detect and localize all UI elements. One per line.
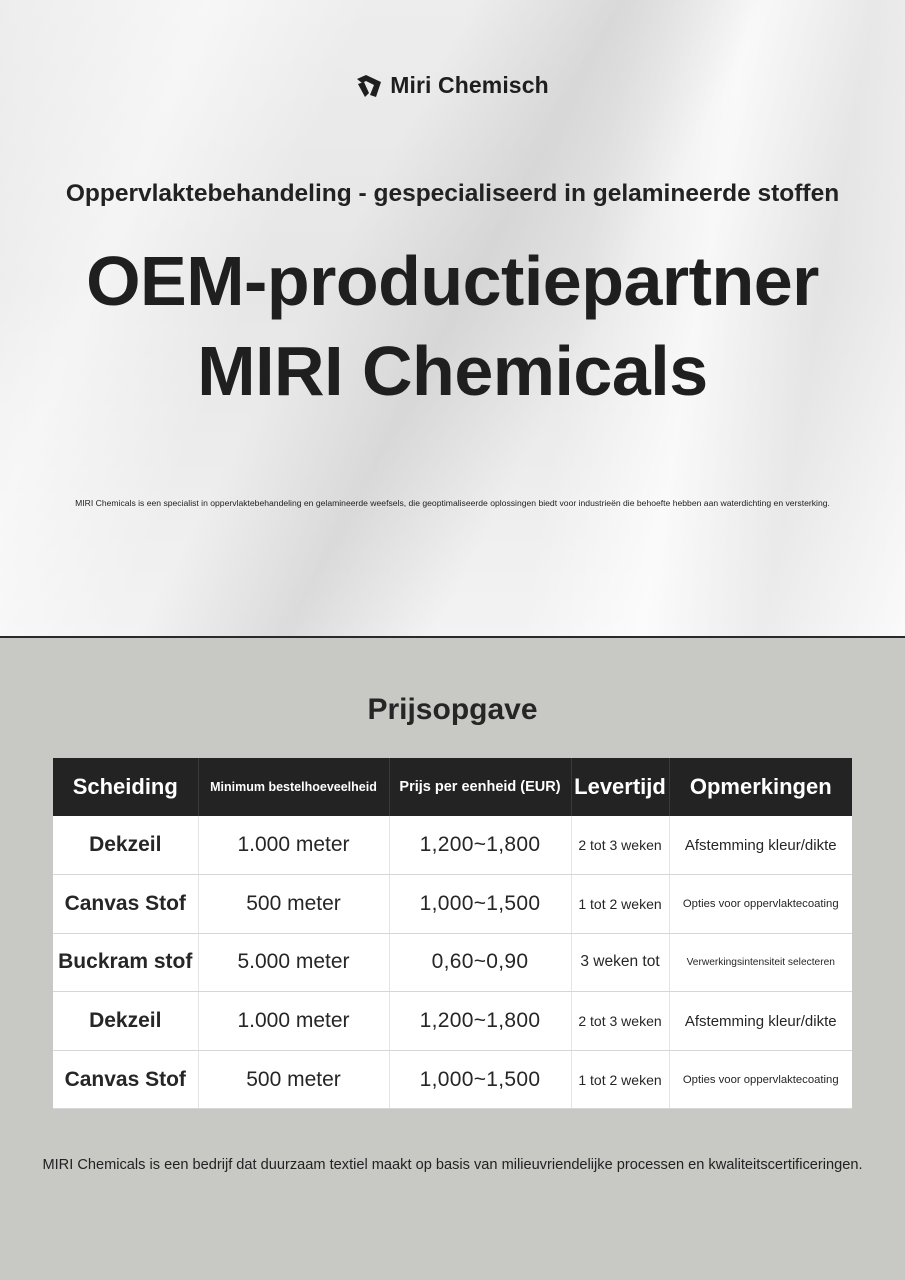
cell-name: Dekzeil	[53, 992, 198, 1051]
hero-banner	[0, 0, 905, 638]
cell-note: Opties voor oppervlaktecoating	[669, 875, 852, 934]
hero-intro: MIRI Chemicals is een specialist in oppervlaktebehandeling en gelamineerde weefsels, die geoptimaliseerde oplossingen biedt voor industrieën die behoefte hebben aan waterdichting en versterking.	[75, 498, 830, 508]
header-notes: Opmerkingen	[669, 758, 852, 816]
table-row	[53, 816, 852, 875]
cell-note: Opties voor oppervlaktecoating	[669, 1050, 852, 1109]
cell-moq: 1.000 meter	[198, 816, 389, 875]
cell-price: 0,60~0,90	[389, 933, 571, 992]
hero-headline	[0, 236, 905, 416]
cell-moq: 500 meter	[198, 1050, 389, 1109]
header-lead-time: Levertijd	[571, 758, 669, 816]
header-price: Prijs per eenheid (EUR)	[389, 758, 571, 816]
cell-note: Afstemming kleur/dikte	[669, 992, 852, 1051]
cell-moq: 500 meter	[198, 875, 389, 934]
table-row	[53, 1050, 852, 1109]
headline-line-1: OEM-productiepartner	[86, 242, 819, 320]
cell-name: Canvas Stof	[53, 1050, 198, 1109]
footer-note: MIRI Chemicals is een bedrijf dat duurzaam textiel maakt op basis van milieuvriendelijke processen en kwaliteitscertificeringen.	[42, 1157, 863, 1173]
cell-note: Afstemming kleur/dikte	[669, 816, 852, 875]
table-row	[53, 933, 852, 992]
brand[interactable]	[0, 72, 905, 99]
cell-name: Canvas Stof	[53, 875, 198, 934]
cell-lead-time: 2 tot 3 weken	[571, 816, 669, 875]
cell-moq: 1.000 meter	[198, 992, 389, 1051]
cell-price: 1,000~1,500	[389, 875, 571, 934]
cell-note: Verwerkingsintensiteit selecteren	[669, 933, 852, 992]
section-title: Prijsopgave	[367, 693, 538, 726]
headline-line-2: MIRI Chemicals	[197, 332, 708, 410]
cell-price: 1,000~1,500	[389, 1050, 571, 1109]
table-header-row	[53, 758, 852, 816]
price-table	[53, 758, 852, 1109]
header-moq: Minimum bestelhoeveelheid	[198, 758, 389, 816]
hero-subtitle: Oppervlaktebehandeling - gespecialiseerd in gelamineerde stoffen	[65, 180, 840, 207]
cell-lead-time: 1 tot 2 weken	[571, 875, 669, 934]
miri-logo-icon	[356, 73, 382, 99]
cell-moq: 5.000 meter	[198, 933, 389, 992]
header-scheiding: Scheiding	[53, 758, 198, 816]
cell-lead-time: 3 weken tot	[571, 933, 669, 992]
brand-name: Miri Chemisch	[390, 72, 549, 98]
cell-name: Dekzeil	[53, 816, 198, 875]
table-row	[53, 992, 852, 1051]
table-row	[53, 875, 852, 934]
cell-lead-time: 2 tot 3 weken	[571, 992, 669, 1051]
cell-lead-time: 1 tot 2 weken	[571, 1050, 669, 1109]
cell-price: 1,200~1,800	[389, 816, 571, 875]
cell-name: Buckram stof	[53, 933, 198, 992]
cell-price: 1,200~1,800	[389, 992, 571, 1051]
